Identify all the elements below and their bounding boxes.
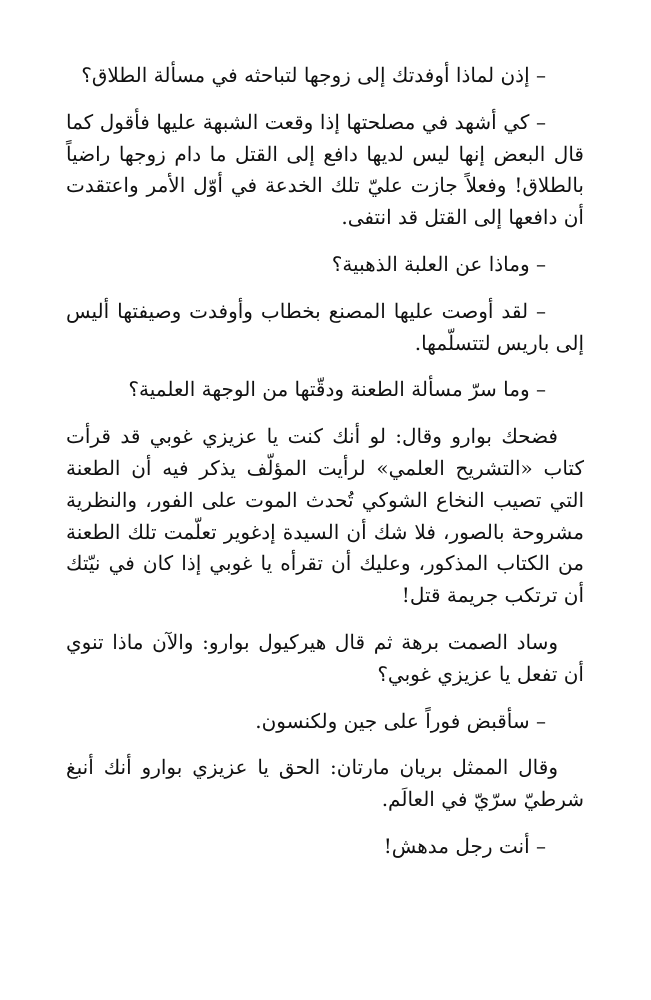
dialogue-line: – إذن لماذا أوفدتك إلى زوجها لتباحثه في مسألة الطلاق؟: [81, 63, 546, 87]
dialogue-line: – أنت رجل مدهش!: [383, 833, 546, 858]
book-page: [66, 60, 584, 878]
narration-paragraph: وقال الممثل بريان مارتان: الحق يا عزيزي بوارو أنك أنبغ شرطيّ سرّيّ في العالَم.: [66, 755, 584, 812]
dialogue-line: – وما سرّ مسألة الطعنة ودقّتها من الوجهة العلمية؟: [128, 377, 546, 402]
dialogue-line: – سأقبض فوراً على جين ولكنسون.: [255, 708, 546, 733]
dialogue-line: – لقد أوصت عليها المصنع بخطاب وأوفدت وصيفتها أليس إلى باريس لتتسلّمها.: [66, 298, 584, 355]
dialogue-line: – كي أشهد في مصلحتها إذا وقعت الشبهة عليها فأقول كما قال البعض إنها ليس لديها دافع إلى القتل ما دام زوجها راضياً بالطلاق! وفعلاً جازت عليّ تلك الخدعة في أوّل الأمر واعتقدت أن دافعها إلى القتل قد انتفى.: [66, 109, 585, 230]
dialogue-line: – وماذا عن العلبة الذهبية؟: [331, 251, 546, 276]
narration-paragraph: وساد الصمت برهة ثم قال هيركيول بوارو: والآن ماذا تنوي أن تفعل يا عزيزي غوبي؟: [66, 629, 584, 686]
narration-paragraph: فضحك بوارو وقال: لو أنك كنت يا عزيزي غوبي قد قرأت كتاب «التشريح العلمي» لرأيت المؤلّف يذكر فيه أن الطعنة التي تصيب النخاع الشوكي تُحدث الموت على الفور، والنظرية مشروحة بالصور، فلا شك أن السيدة إدغوير تعلّمت تلك الطعنة من الكتاب المذكور، وعليك أن تقرأه يا غوبي إذا كان في نيّتك أن ترتكب جريمة قتل!: [66, 424, 584, 608]
